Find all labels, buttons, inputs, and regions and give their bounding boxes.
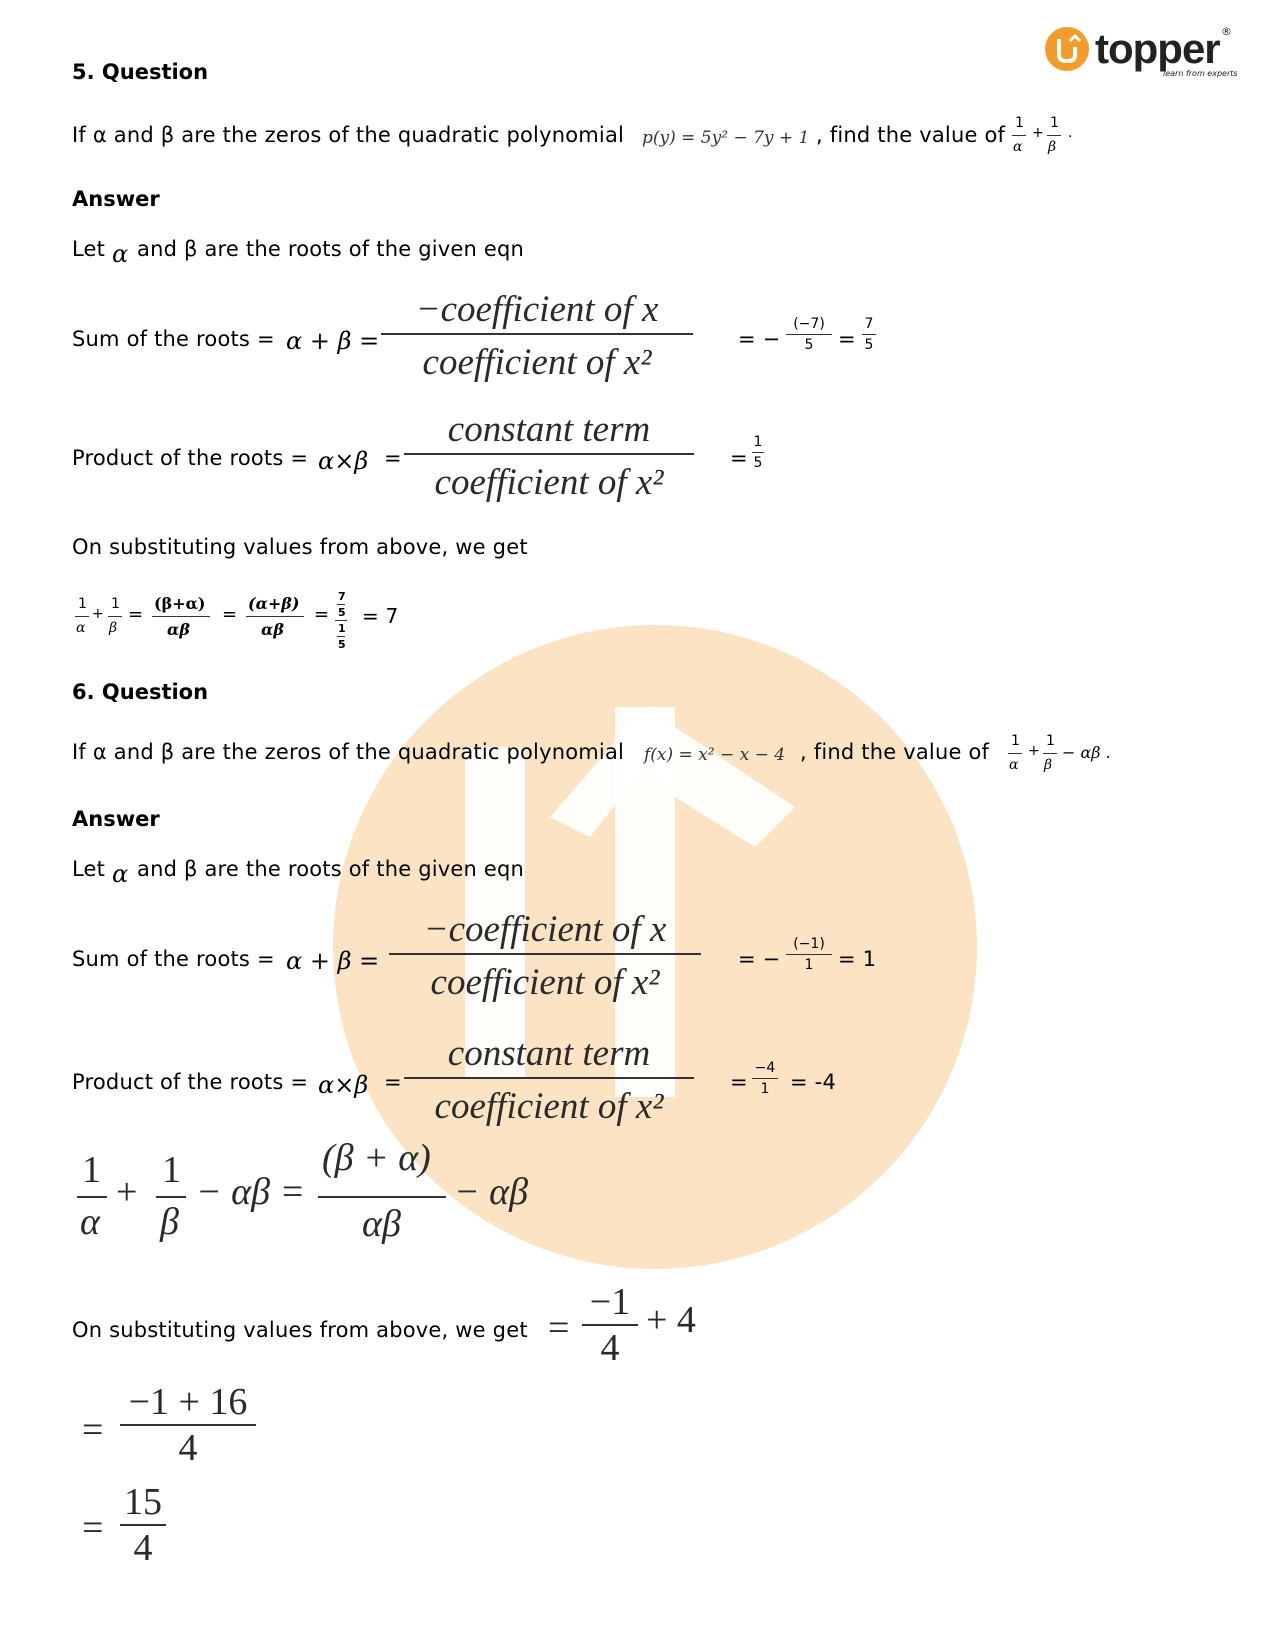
q6-sum-fraction <box>389 908 701 1004</box>
q5-polynomial: p(y) = 5y² − 7y + 1 <box>642 128 810 148</box>
q5-target-expression: 1 α + 1 β . <box>1013 115 1073 155</box>
q5-sum-value-den: 5 <box>804 337 814 353</box>
q6-prod-fraction <box>404 1032 694 1128</box>
q6-step1-tail: + 4 <box>646 1299 696 1341</box>
q6-sum-expr: α + β = <box>286 947 380 975</box>
q6-prod-value-fraction <box>752 1060 778 1097</box>
q5-let: Let <box>72 237 106 261</box>
q5-statement: If α and β are the zeros of the quadratic polynomial <box>72 123 625 147</box>
q6-step3-fraction <box>120 1480 166 1570</box>
q6-prod-expr: α×β <box>318 1071 369 1099</box>
q6-substitute-text: On substituting values from above, we get <box>72 1318 528 1342</box>
logo-registered: ® <box>1221 25 1232 38</box>
q6-prod-value-num: −4 <box>754 1060 776 1076</box>
q6-sum-value-den: 1 <box>804 957 814 973</box>
q6-statement: If α and β are the zeros of the quadratic polynomial <box>72 740 625 764</box>
q5-sum-result-num: 7 <box>864 316 874 332</box>
q6-target-expression: 1 α + 1 β − αβ . <box>1009 733 1111 773</box>
q6-sum-denominator: coefficient of x² <box>430 962 660 1003</box>
q5-substitute-text: On substituting values from above, we get <box>72 535 528 559</box>
q6-let-alpha: α <box>112 860 129 888</box>
q6-step1-fraction <box>582 1280 638 1370</box>
q6-step3-num: 15 <box>124 1481 162 1523</box>
q5-sum-label: Sum of the roots = <box>72 327 275 351</box>
q6-sum-numerator: −coefficient of x <box>423 909 667 950</box>
q5-sum-value-num: (−7) <box>793 316 825 332</box>
q5-prod-label: Product of the roots = <box>72 446 309 470</box>
q6-prod-result: = -4 <box>790 1070 837 1094</box>
q6-prod-eq2: = <box>730 1070 748 1094</box>
q6-step2-den: 4 <box>178 1427 198 1469</box>
q5-prod-value-den: 5 <box>753 455 763 471</box>
q5-prod-eq: = <box>384 446 402 470</box>
logo-wordmark: topper <box>1095 25 1220 72</box>
q5-final-result: = 7 <box>362 604 399 628</box>
q5-sum-denominator: coefficient of x² <box>422 342 652 383</box>
q6-step2-eq: = <box>82 1409 104 1451</box>
q6-expression: 1 α + 1 β − αβ = (β + α) αβ − αβ <box>72 1148 592 1258</box>
q6-step2-num: −1 + 16 <box>128 1381 248 1423</box>
q5-sum-value-fraction <box>786 316 832 353</box>
q5-prod-value-num: 1 <box>753 434 763 450</box>
q6-step3-eq: = <box>82 1507 104 1549</box>
q5-sum-expr: α + β = <box>286 327 380 355</box>
q5-prod-eq2: = <box>730 446 748 470</box>
q5-prod-expr: α×β <box>318 447 369 475</box>
topper-logo <box>1043 25 1243 95</box>
q5-prod-denominator: coefficient of x² <box>434 462 664 503</box>
q6-answer-heading: Answer <box>72 807 160 831</box>
q6-step1-num: −1 <box>589 1281 631 1323</box>
q5-prod-fraction <box>404 408 694 504</box>
q6-prod-label: Product of the roots = <box>72 1070 309 1094</box>
q6-step1-eq: = <box>548 1307 570 1349</box>
q6-prod-eq: = <box>384 1070 402 1094</box>
q5-heading: 5. Question <box>72 60 209 84</box>
q5-statement-mid: , find the value of <box>816 123 1006 147</box>
q5-answer-heading: Answer <box>72 187 160 211</box>
q5-final-computation: 1 α + 1 β = (β+α) αβ = (α+β) αβ = 7 5 1 5 = 7 <box>76 590 399 651</box>
q5-let-rest: and β are the roots of the given eqn <box>137 237 525 261</box>
q5-let-alpha: α <box>112 240 129 268</box>
q5-sum-eq1: = − <box>738 327 781 351</box>
q6-let: Let <box>72 857 106 881</box>
q6-statement-mid: , find the value of <box>800 740 990 764</box>
q5-sum-result-den: 5 <box>864 337 874 353</box>
q5-sum-fraction <box>381 288 693 384</box>
q6-polynomial: f(x) = x² − x − 4 <box>644 745 786 765</box>
q6-sum-value-num: (−1) <box>793 936 825 952</box>
q6-step3-den: 4 <box>133 1527 153 1569</box>
q6-prod-numerator: constant term <box>447 1033 651 1074</box>
q6-step1-den: 4 <box>600 1327 620 1369</box>
q6-prod-denominator: coefficient of x² <box>434 1086 664 1127</box>
q5-prod-value-fraction <box>752 434 764 471</box>
q6-prod-value-den: 1 <box>760 1081 770 1097</box>
q6-sum-value-fraction <box>786 936 832 973</box>
logo-tagline: learn from experts <box>1163 69 1238 78</box>
q6-heading: 6. Question <box>72 680 209 704</box>
q5-sum-numerator: −coefficient of x <box>415 289 659 330</box>
q5-sum-result-fraction <box>862 316 876 353</box>
q6-let-rest: and β are the roots of the given eqn <box>137 857 525 881</box>
q5-sum-eq2: = <box>838 327 856 351</box>
q6-sum-label: Sum of the roots = <box>72 947 275 971</box>
q6-sum-eq1: = − <box>738 947 781 971</box>
q6-step2-fraction <box>120 1380 256 1470</box>
q5-prod-numerator: constant term <box>447 409 651 450</box>
q6-sum-result: = 1 <box>838 947 877 971</box>
